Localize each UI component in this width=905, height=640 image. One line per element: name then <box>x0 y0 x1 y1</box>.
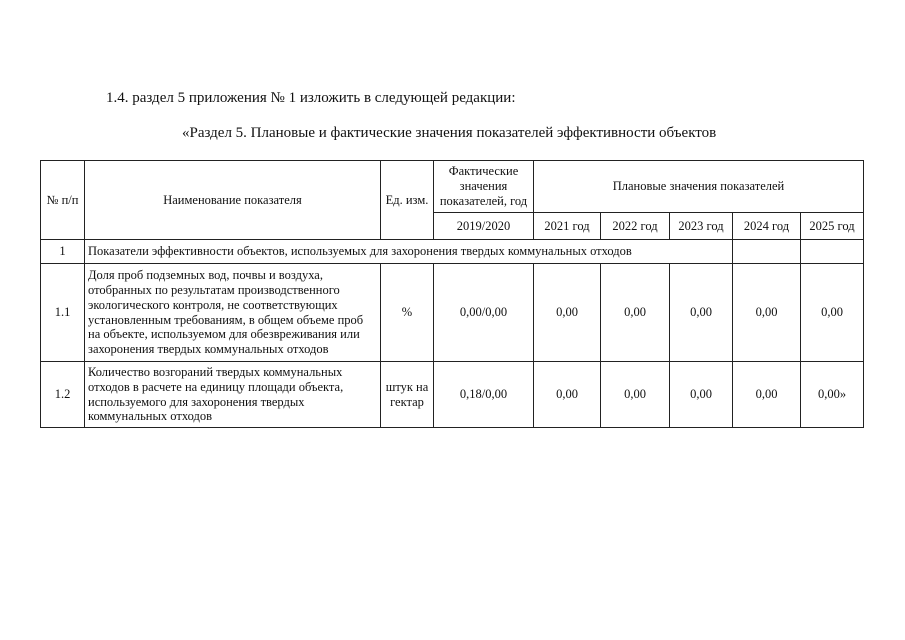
row-num: 1.2 <box>41 362 85 428</box>
header-row-top <box>41 161 864 213</box>
row-value-2025: 0,00 <box>801 264 864 362</box>
row-value-2024: 0,00 <box>733 362 801 428</box>
row-name: Количество возгораний твердых коммунальных отходов в расчете на единицу площади объекта, используемого для захоронения твердых коммунальных отходов <box>85 362 381 428</box>
header-year-2021: 2021 год <box>534 213 601 240</box>
row-unit: % <box>381 264 434 362</box>
intro-paragraph: 1.4. раздел 5 приложения № 1 изложить в следующей редакции: <box>106 90 516 106</box>
header-planned: Плановые значения показателей <box>534 161 864 213</box>
row-actual: 0,00/0,00 <box>434 264 534 362</box>
header-name: Наименование показателя <box>85 161 381 240</box>
table-row <box>41 240 864 264</box>
header-year-2025: 2025 год <box>801 213 864 240</box>
header-year-2024: 2024 год <box>733 213 801 240</box>
header-actual: Фактические значения показателей, год <box>434 161 534 213</box>
indicators-table <box>40 160 864 428</box>
section-title: «Раздел 5. Плановые и фактические значения показателей эффективности объектов <box>182 125 717 141</box>
row-value-2023: 0,00 <box>670 264 733 362</box>
row-num: 1 <box>41 240 85 264</box>
table-row <box>41 362 864 428</box>
row-value-2022: 0,00 <box>601 362 670 428</box>
row-value-2023: 0,00 <box>670 362 733 428</box>
empty-cell <box>801 240 864 264</box>
row-name: Доля проб подземных вод, почвы и воздуха, отобранных по результатам производственного экологического контроля, не соответствующих установленным требованиям, в общем объеме проб на объекте, используемом для обезвреживания или захоронения твердых коммунальных отходов <box>85 264 381 362</box>
header-num: № п/п <box>41 161 85 240</box>
table-row <box>41 264 864 362</box>
empty-cell <box>733 240 801 264</box>
row-unit: штук на гектар <box>381 362 434 428</box>
header-unit: Ед. изм. <box>381 161 434 240</box>
row-value-2025: 0,00» <box>801 362 864 428</box>
header-actual-year: 2019/2020 <box>434 213 534 240</box>
row-name: Показатели эффективности объектов, используемых для захоронения твердых коммунальных отходов <box>85 240 733 264</box>
row-value-2021: 0,00 <box>534 362 601 428</box>
row-value-2022: 0,00 <box>601 264 670 362</box>
row-actual: 0,18/0,00 <box>434 362 534 428</box>
row-value-2024: 0,00 <box>733 264 801 362</box>
row-num: 1.1 <box>41 264 85 362</box>
row-value-2021: 0,00 <box>534 264 601 362</box>
header-year-2022: 2022 год <box>601 213 670 240</box>
header-year-2023: 2023 год <box>670 213 733 240</box>
